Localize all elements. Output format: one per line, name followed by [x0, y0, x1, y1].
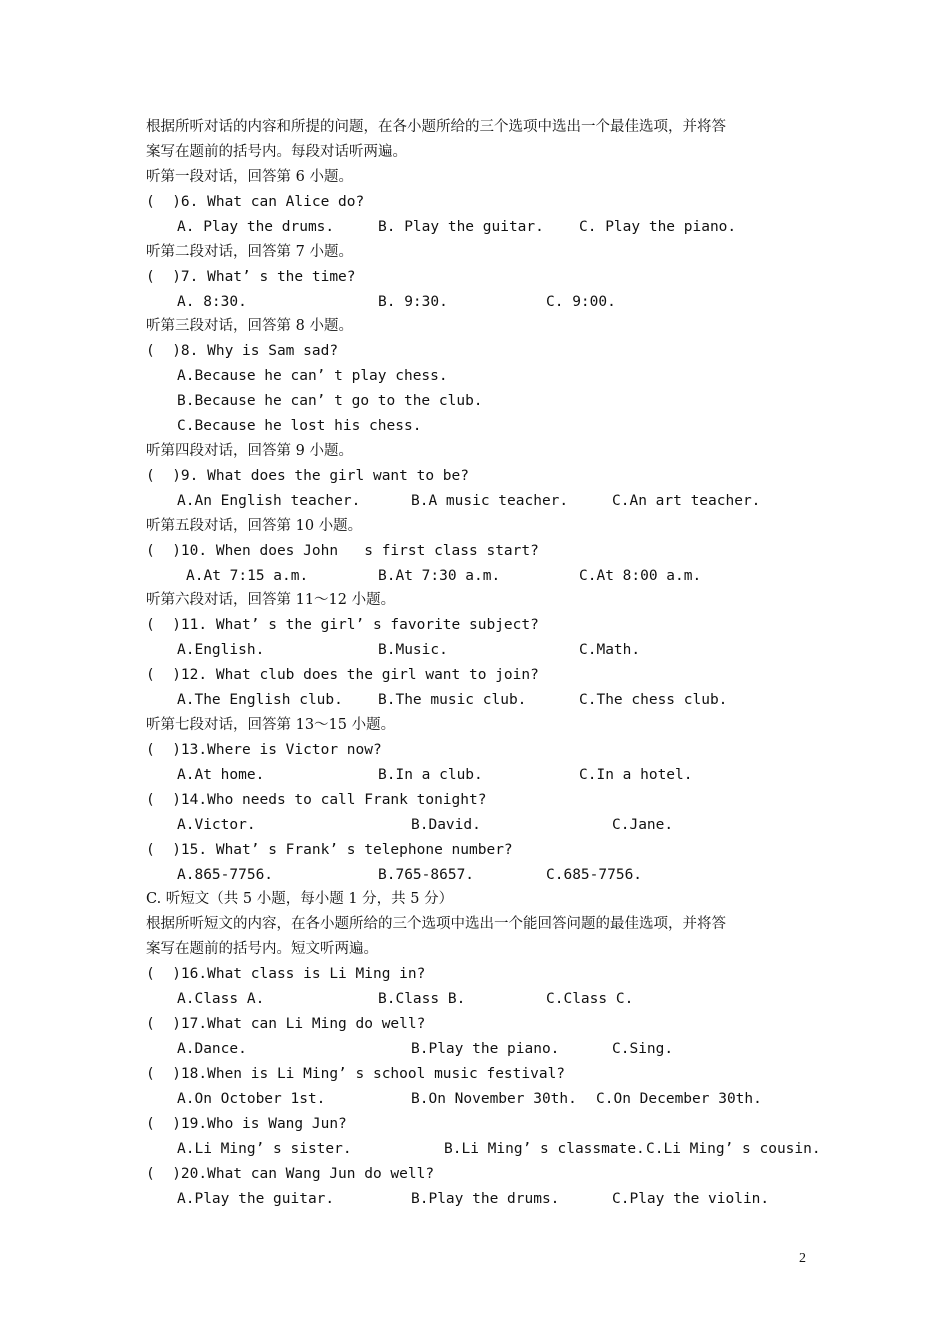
question-stem: ( )18.When is Li Ming’ s school music festival?	[146, 1066, 566, 1082]
section-heading: 听第二段对话，回答第 7 小题。	[146, 244, 353, 260]
question-stem: ( )11. What’ s the girl’ s favorite subject?	[146, 617, 539, 633]
option-b: B.Because he can’ t go to the club.	[177, 393, 483, 409]
question-stem: ( )13.Where is Victor now?	[146, 742, 382, 758]
section-heading: 听第七段对话，回答第 13～15 小题。	[146, 717, 396, 733]
option-a: A.At home.	[177, 767, 265, 783]
option-b: B. Play the guitar.	[378, 219, 544, 235]
option-b: B.A music teacher.	[411, 493, 569, 509]
option-a: A.English.	[177, 642, 265, 658]
option-a: A.An English teacher.	[177, 493, 361, 509]
option-a: A.Li Ming’ s sister.	[177, 1141, 352, 1157]
option-c: C.Math.	[579, 642, 641, 658]
option-c: C.At 8:00 a.m.	[579, 568, 702, 584]
option-c: C.Jane.	[612, 817, 674, 833]
option-b: B.Play the piano.	[411, 1041, 560, 1057]
question-stem: ( )19.Who is Wang Jun?	[146, 1116, 347, 1132]
option-c: C. 9:00.	[546, 294, 616, 310]
question-stem: ( )17.What can Li Ming do well?	[146, 1016, 426, 1032]
option-a: A.Dance.	[177, 1041, 247, 1057]
option-c: C.The chess club.	[579, 692, 728, 708]
option-a: A.The English club.	[177, 692, 343, 708]
question-stem: ( )20.What can Wang Jun do well?	[146, 1166, 435, 1182]
question-stem: ( )15. What’ s Frank’ s telephone number?	[146, 842, 513, 858]
option-c: C.685-7756.	[546, 867, 643, 883]
option-c: C.Sing.	[612, 1041, 674, 1057]
question-stem: ( )16.What class is Li Ming in?	[146, 966, 426, 982]
option-a: A.865-7756.	[177, 867, 274, 883]
section-heading: 听第五段对话，回答第 10 小题。	[146, 518, 363, 534]
option-b: B.Play the drums.	[411, 1191, 560, 1207]
question-stem: ( )8. Why is Sam sad?	[146, 343, 339, 359]
option-c: C.In a hotel.	[579, 767, 693, 783]
part-c-heading: C. 听短文（共 5 小题，每小题 1 分，共 5 分）	[146, 891, 454, 907]
instruction-line: 根据所听短文的内容，在各小题所给的三个选项中选出一个能回答问题的最佳选项，并将答	[146, 916, 726, 932]
option-c: C.On December 30th.	[596, 1091, 762, 1107]
section-heading: 听第一段对话，回答第 6 小题。	[146, 169, 353, 185]
option-b: B.David.	[411, 817, 481, 833]
page-number: 2	[799, 1251, 806, 1266]
instruction-line: 根据所听对话的内容和所提的问题，在各小题所给的三个选项中选出一个最佳选项，并将答	[146, 119, 726, 135]
question-stem: ( )14.Who needs to call Frank tonight?	[146, 792, 487, 808]
option-b: B.Li Ming’ s classmate.	[444, 1141, 645, 1157]
section-heading: 听第四段对话，回答第 9 小题。	[146, 443, 353, 459]
question-stem: ( )10. When does John s first class start?	[146, 543, 539, 559]
option-a: A.At 7:15 a.m.	[186, 568, 309, 584]
section-heading: 听第六段对话，回答第 11～12 小题。	[146, 592, 396, 608]
option-a: A. Play the drums.	[177, 219, 335, 235]
instruction-line: 案写在题前的括号内。每段对话听两遍。	[146, 144, 407, 160]
option-b: B.Music.	[378, 642, 448, 658]
question-stem: ( )7. What’ s the time?	[146, 269, 356, 285]
question-stem: ( )9. What does the girl want to be?	[146, 468, 470, 484]
option-b: B.Class B.	[378, 991, 466, 1007]
option-b: B.In a club.	[378, 767, 483, 783]
option-c: C. Play the piano.	[579, 219, 737, 235]
option-b: B.On November 30th.	[411, 1091, 577, 1107]
option-a: A. 8:30.	[177, 294, 247, 310]
option-c: C.An art teacher.	[612, 493, 761, 509]
option-c: C.Li Ming’ s cousin.	[646, 1141, 821, 1157]
instruction-line: 案写在题前的括号内。短文听两遍。	[146, 941, 378, 957]
question-stem: ( )6. What can Alice do?	[146, 194, 365, 210]
question-stem: ( )12. What club does the girl want to join?	[146, 667, 539, 683]
option-c: C.Play the violin.	[612, 1191, 770, 1207]
option-a: A.Play the guitar.	[177, 1191, 335, 1207]
option-a: A.On October 1st.	[177, 1091, 326, 1107]
option-b: B. 9:30.	[378, 294, 448, 310]
option-a: A.Class A.	[177, 991, 265, 1007]
section-heading: 听第三段对话，回答第 8 小题。	[146, 318, 353, 334]
option-c: C.Class C.	[546, 991, 634, 1007]
option-b: B.765-8657.	[378, 867, 475, 883]
option-a: A.Victor.	[177, 817, 256, 833]
option-c: C.Because he lost his chess.	[177, 418, 422, 434]
option-b: B.At 7:30 a.m.	[378, 568, 501, 584]
option-a: A.Because he can’ t play chess.	[177, 368, 448, 384]
option-b: B.The music club.	[378, 692, 527, 708]
